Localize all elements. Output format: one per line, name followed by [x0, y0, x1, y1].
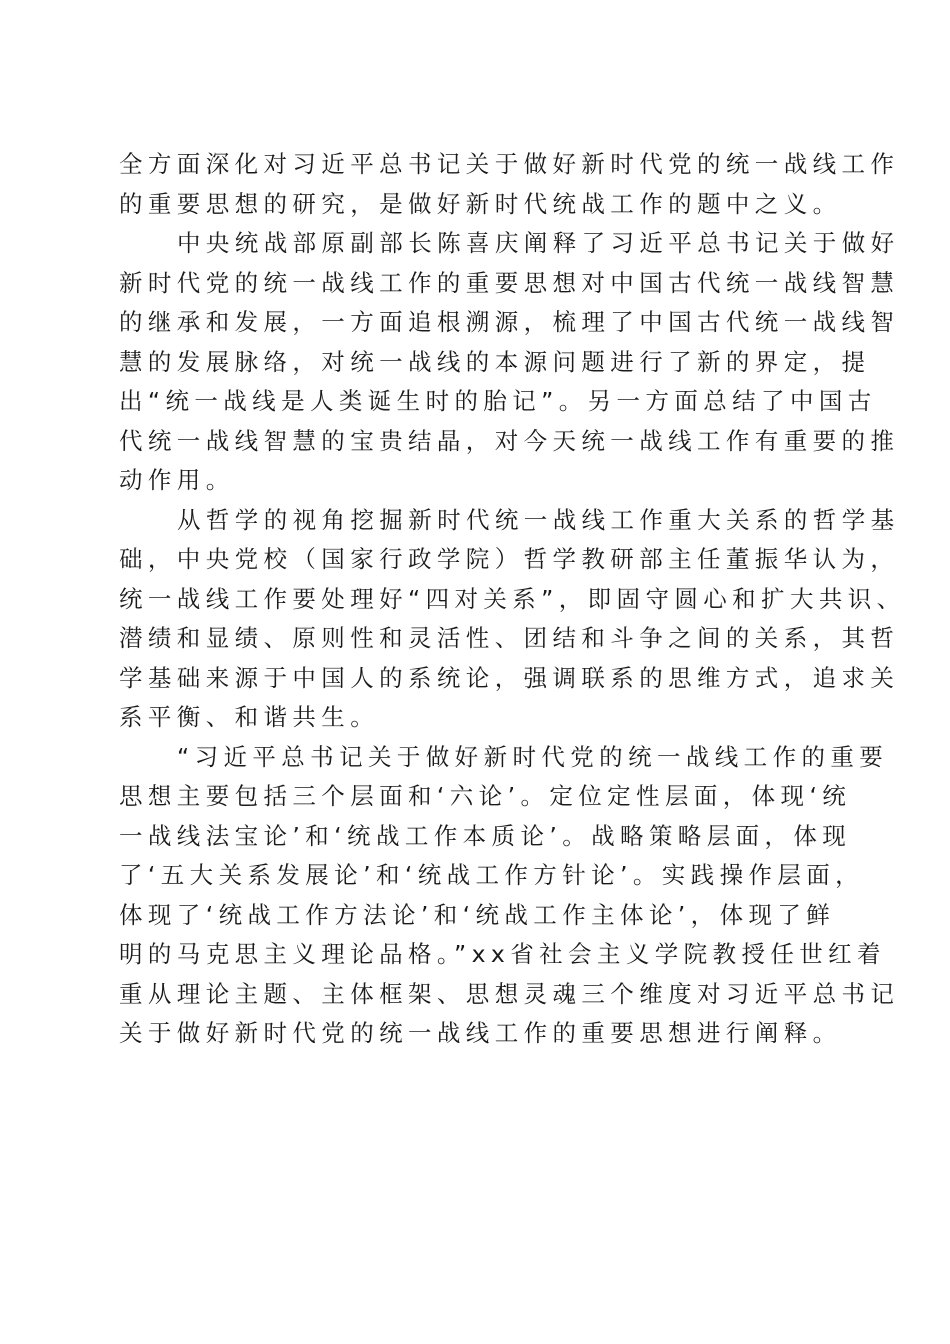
text-line: 础，中央党校（国家行政学院）哲学教研部主任董振华认为， [119, 545, 900, 573]
text-line: 代统一战线智慧的宝贵结晶，对今天统一战线工作有重要的推 [119, 426, 900, 455]
text-line: 慧的发展脉络，对统一战线的本源问题进行了新的界定，提 [119, 347, 871, 376]
text-line: 体现了‘统战工作方法论’和‘统战工作主体论’，体现了鲜 [119, 900, 836, 929]
text-line: 重从理论主题、主体框架、思想灵魂三个维度对习近平总书记 [119, 979, 900, 1008]
text-line: 的继承和发展，一方面追根溯源，梳理了中国古代统一战线智 [119, 308, 900, 336]
text-line: 潜绩和显绩、原则性和灵活性、团结和斗争之间的关系，其哲 [119, 624, 900, 652]
text-line: “习近平总书记关于做好新时代党的统一战线工作的重要 [177, 742, 889, 771]
text-line: 全方面深化对习近平总书记关于做好新时代党的统一战线工作 [119, 150, 900, 178]
text-line: 思想主要包括三个层面和‘六论’。定位定性层面，体现‘统 [119, 782, 852, 810]
text-line: 关于做好新时代党的统一战线工作的重要思想进行阐释。 [119, 1019, 842, 1047]
text-line: 动作用。 [119, 466, 235, 494]
document-body [119, 145, 906, 1054]
paragraph-1 [119, 145, 900, 224]
text-line: 明的马克思主义理论品格。”xx省社会主义学院教授任世红着 [119, 940, 886, 968]
text-line: 出“统一战线是人类诞生时的胎记”。另一方面总结了中国古 [119, 387, 877, 415]
text-line: 系平衡、和谐共生。 [119, 703, 380, 731]
text-line: 新时代党的统一战线工作的重要思想对中国古代统一战线智慧 [119, 268, 900, 297]
text-line: 学基础来源于中国人的系统论，强调联系的思维方式，追求关 [119, 663, 900, 692]
text-line: 的重要思想的研究，是做好新时代统战工作的题中之义。 [119, 189, 842, 218]
text-line: 中央统战部原副部长陈喜庆阐释了习近平总书记关于做好 [177, 229, 900, 257]
paragraph-2 [119, 224, 900, 501]
text-line: 从哲学的视角挖掘新时代统一战线工作重大关系的哲学基 [177, 505, 900, 534]
text-line: 了‘五大关系发展论’和‘统战工作方针论’。实践操作层面， [119, 861, 865, 889]
text-line: 统一战线工作要处理好“四对关系”，即固守圆心和扩大共识、 [119, 584, 906, 613]
paragraph-4 [119, 738, 900, 1054]
text-line: 一战线法宝论’和‘统战工作本质论’。战略策略层面，体现 [119, 821, 852, 850]
paragraph-3 [119, 501, 906, 738]
